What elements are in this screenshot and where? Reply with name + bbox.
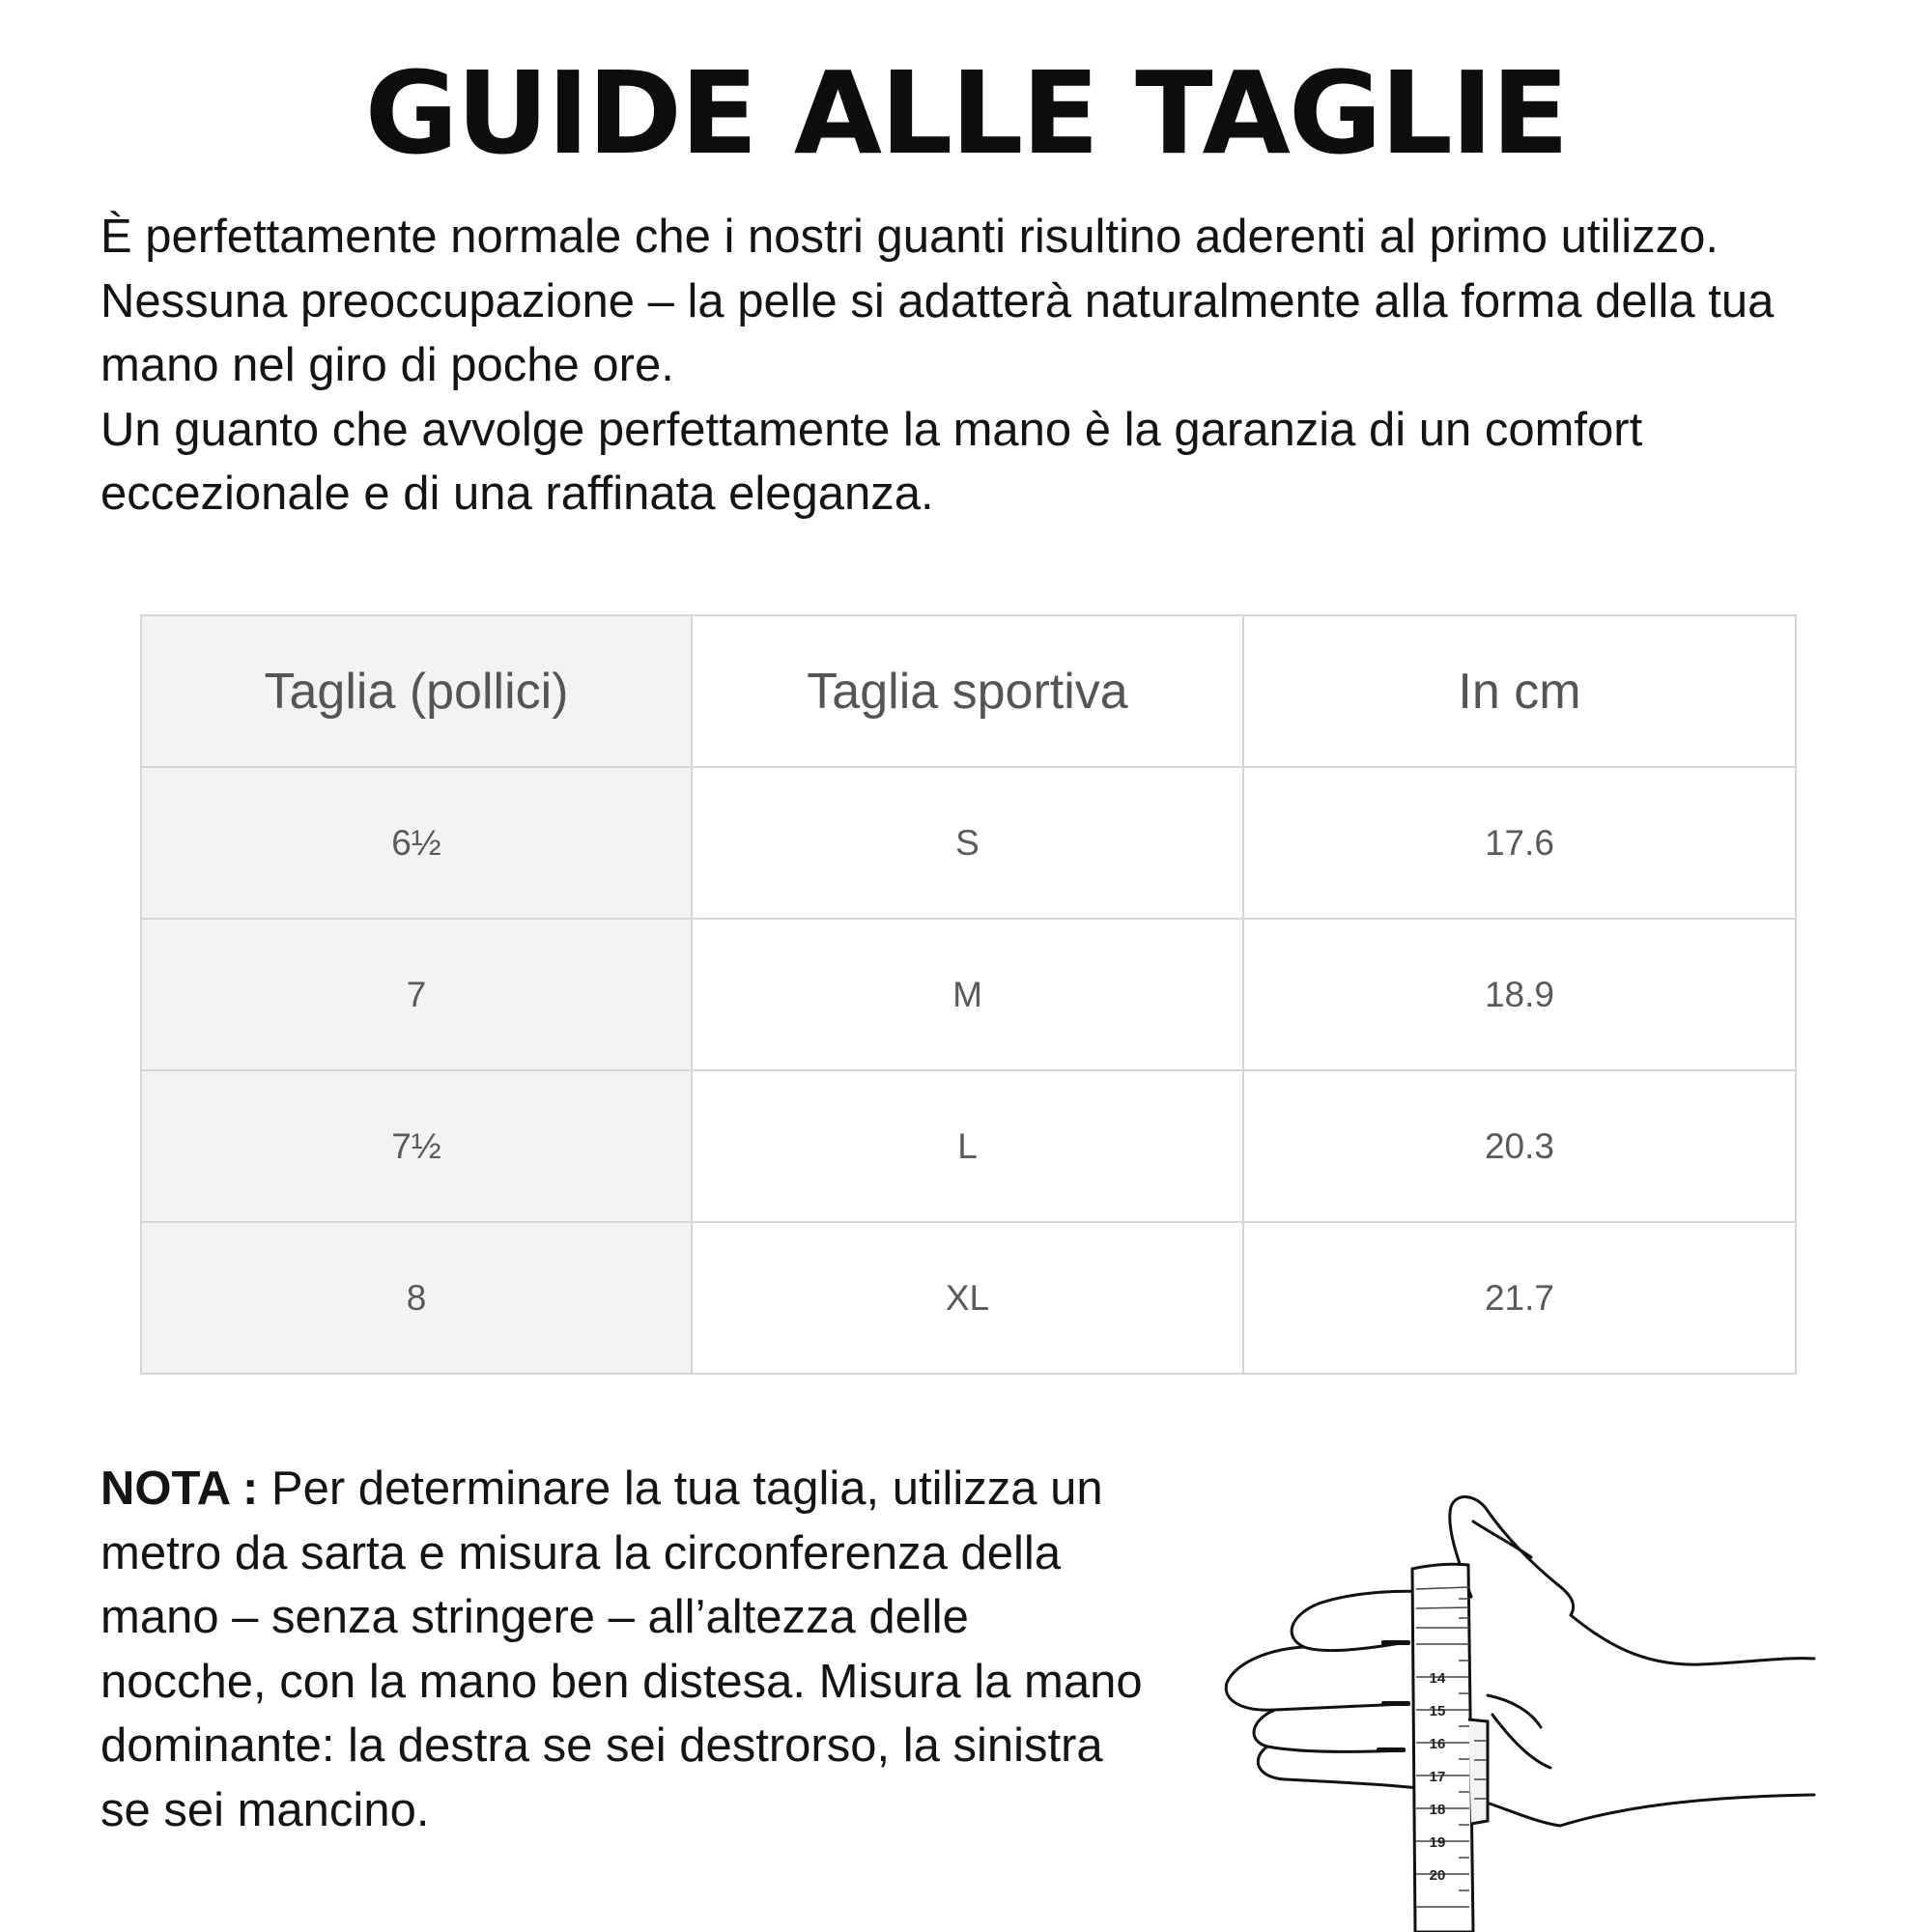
header-size-inches: Taglia (pollici): [141, 615, 692, 767]
size-table: [140, 614, 1797, 1375]
intro-paragraph-1: È perfettamente normale che i nostri guanti risultino aderenti al primo utilizzo. Nessuna preoccupazione – la pelle si adatterà naturalmente alla forma della tua mano nel giro di poche ore.: [100, 211, 1775, 391]
note-label: NOTA :: [100, 1463, 259, 1515]
table-row: [141, 767, 1796, 919]
cell-cm: 18.9: [1243, 919, 1796, 1070]
table-row: [141, 919, 1796, 1070]
tape-mark-19: 19: [1429, 1834, 1446, 1851]
page-title: GUIDE ALLE TAGLIE: [364, 46, 1568, 180]
cell-sport-size: S: [692, 767, 1243, 919]
table-row: [141, 1070, 1796, 1222]
table-header-row: [141, 615, 1796, 767]
cell-sport-size: L: [692, 1070, 1243, 1222]
note-text: [100, 1457, 1144, 1842]
note-body: Per determinare la tua taglia, utilizza un metro da sarta e misura la circonferenza della mano – senza stringere – all’altezza delle nocche, con la mano ben distesa. Misura la mano dominante: la destra se sei destrorso, la sinistra se sei mancino.: [100, 1463, 1143, 1836]
tape-mark-17: 17: [1429, 1769, 1446, 1785]
hand-outline-icon: [1226, 1497, 1814, 1826]
finger-shading: [1377, 1640, 1410, 1752]
cell-size-inches: 8: [141, 1222, 692, 1374]
cell-cm: 21.7: [1243, 1222, 1796, 1374]
tape-mark-16: 16: [1429, 1736, 1446, 1752]
cell-cm: 17.6: [1243, 767, 1796, 919]
tape-mark-18: 18: [1429, 1802, 1446, 1818]
measuring-tape-icon: [1412, 1564, 1488, 1932]
hand-measuring-tape-illustration: [1198, 1488, 1816, 1932]
tape-mark-14: 14: [1429, 1670, 1446, 1687]
tape-mark-20: 20: [1429, 1867, 1446, 1884]
cell-size-inches: 7½: [141, 1070, 692, 1222]
intro-text: [100, 205, 1839, 526]
cell-cm: 20.3: [1243, 1070, 1796, 1222]
header-sport-size: Taglia sportiva: [692, 615, 1243, 767]
intro-paragraph-2: Un guanto che avvolge perfettamente la mano è la garanzia di un comfort eccezionale e di una raffinata eleganza.: [100, 403, 1643, 520]
cell-size-inches: 7: [141, 919, 692, 1070]
tape-mark-15: 15: [1429, 1703, 1446, 1719]
table-row: [141, 1222, 1796, 1374]
cell-size-inches: 6½: [141, 767, 692, 919]
header-cm: In cm: [1243, 615, 1796, 767]
cell-sport-size: M: [692, 919, 1243, 1070]
cell-sport-size: XL: [692, 1222, 1243, 1374]
